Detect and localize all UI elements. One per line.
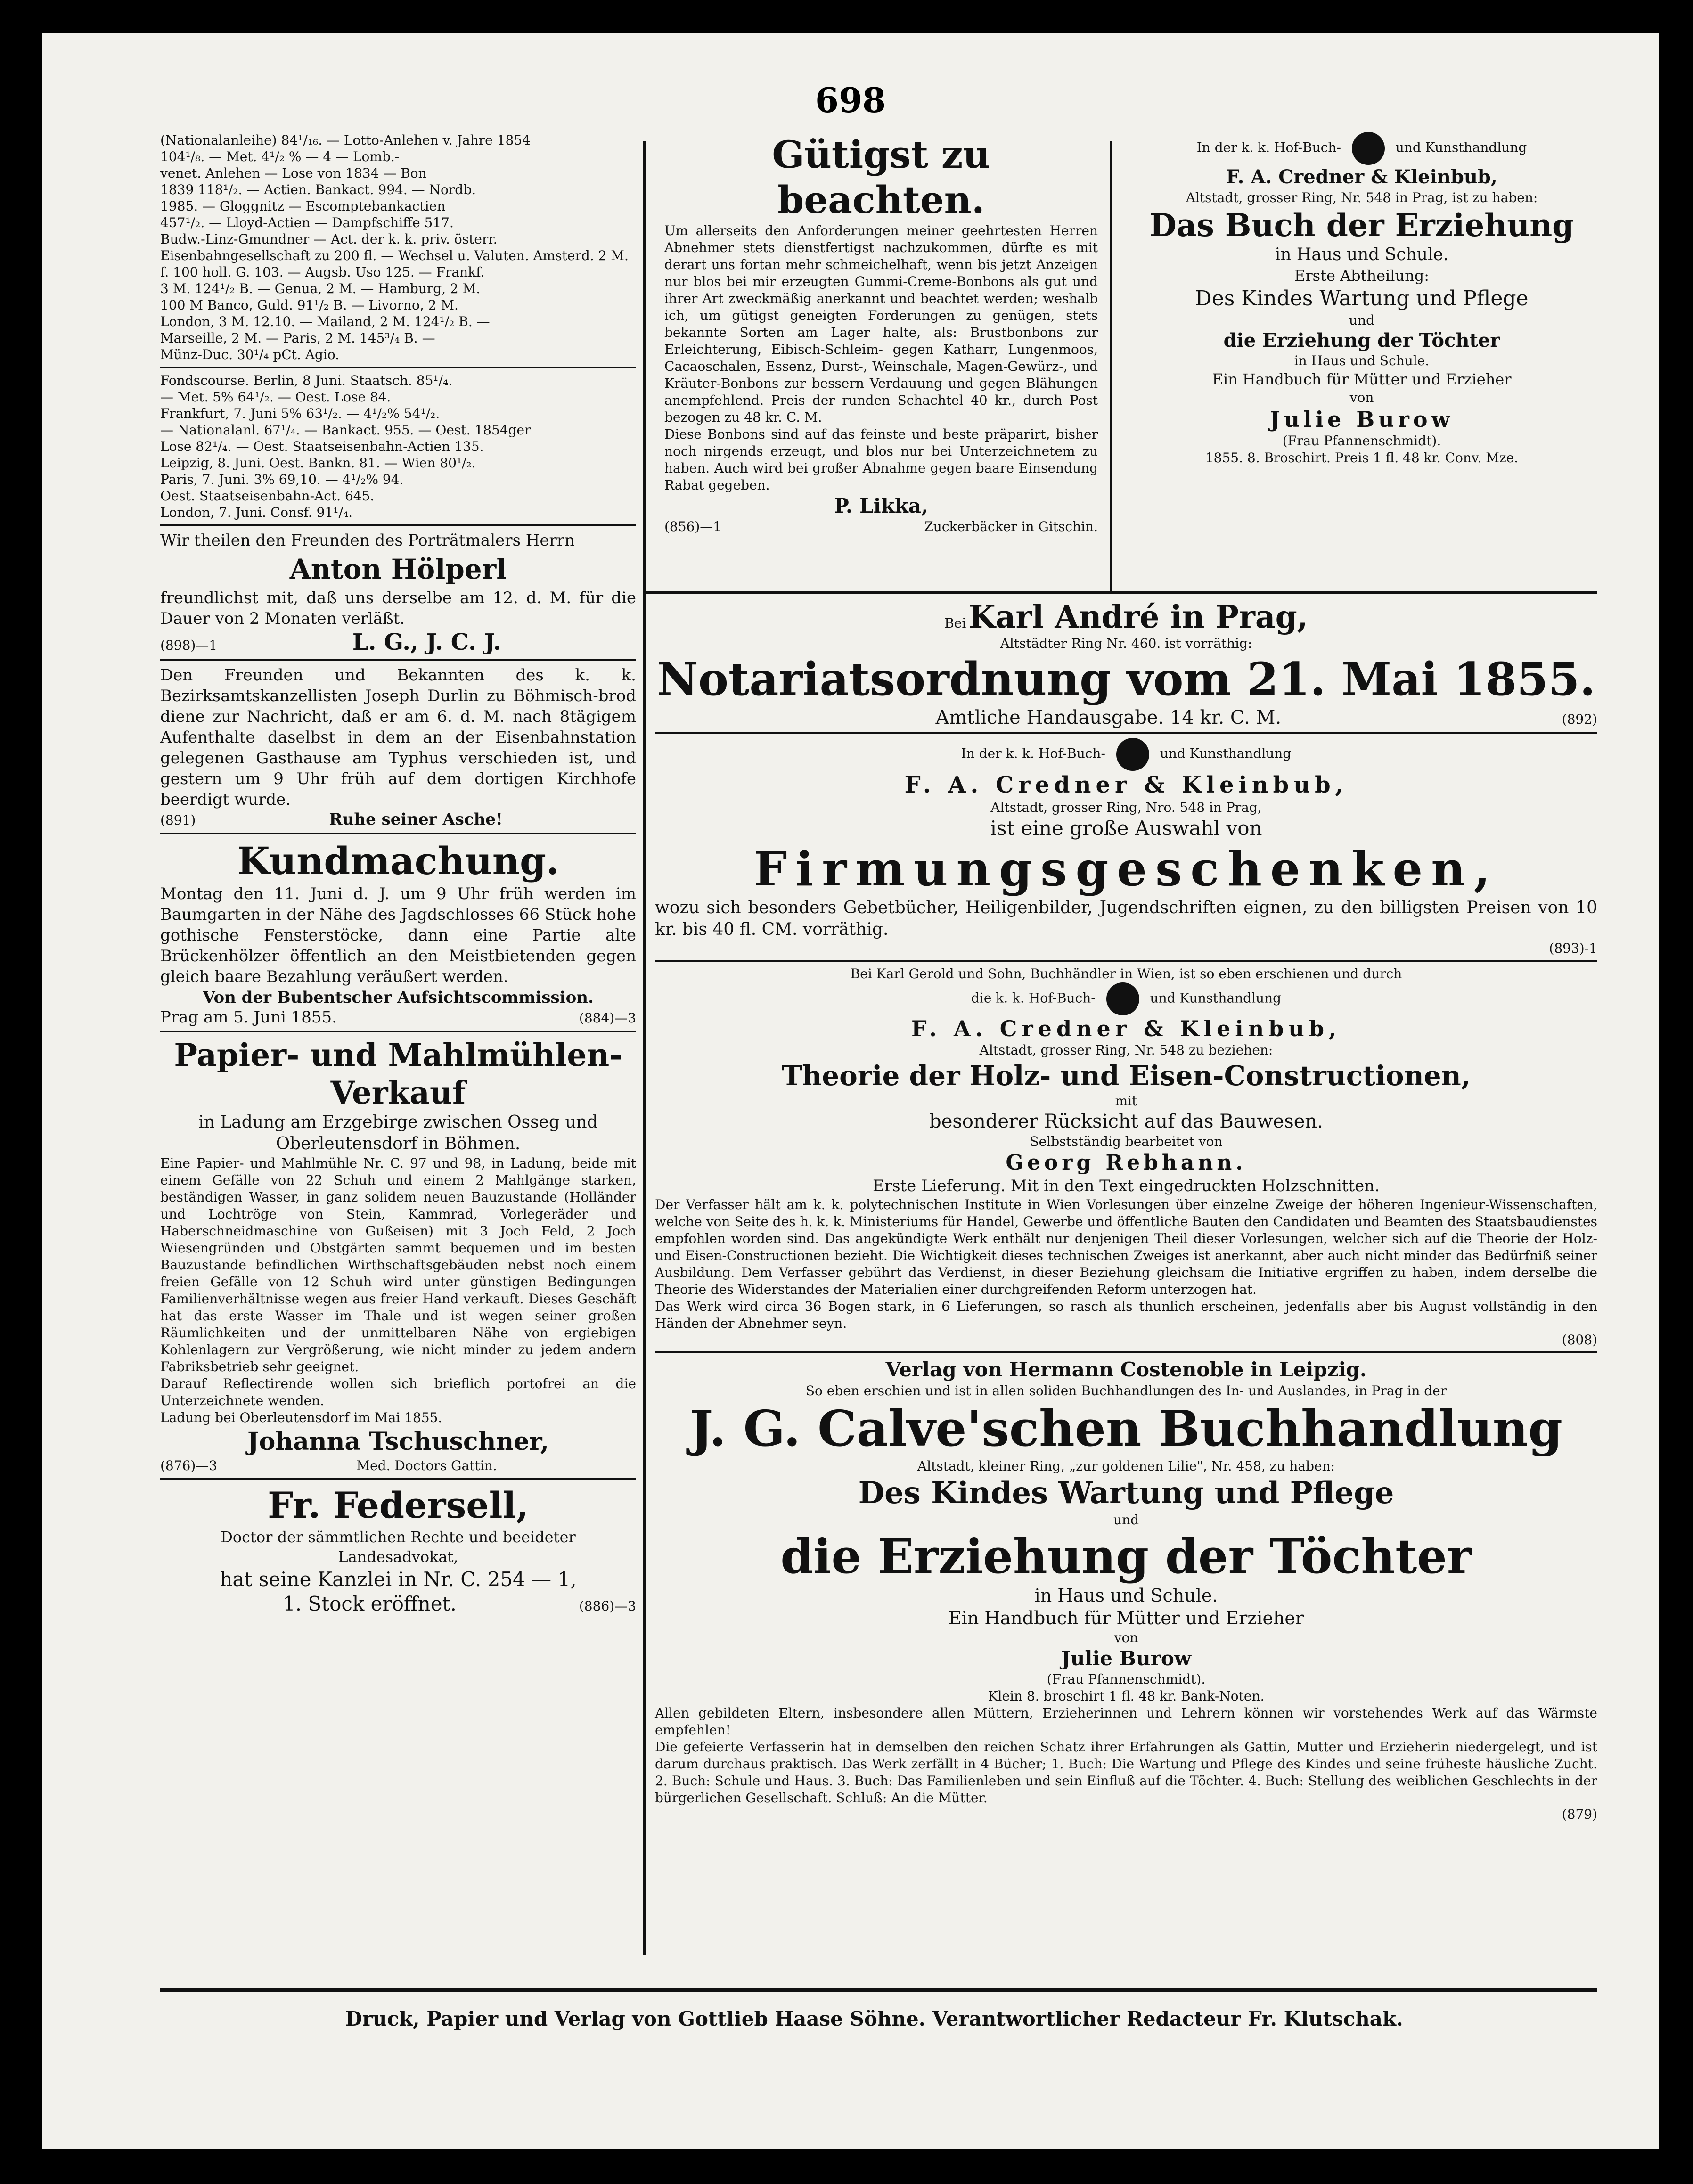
book-sub: in Haus und Schule. (1034, 1585, 1218, 1606)
finance-line: 1985. — Gloggnitz — Escomptebankactien (160, 198, 446, 214)
bookshop-intro (655, 982, 1597, 1015)
ad-text: Doctor der sämmtlichen Rechte und beeideter Landesadvokat, (221, 1528, 576, 1566)
imperial-eagle-icon (1106, 982, 1139, 1015)
ad-text: Darauf Reflectirende wollen sich brieflich portofrei an die Unterzeichnete wenden. (160, 1376, 636, 1408)
ad-title: Fr. Federsell, (268, 1484, 529, 1526)
ad-ref: (898)—1 (160, 638, 218, 653)
ad-text: Den Freunden und Bekannten des k. k. Bezirksamtskanzellisten Joseph Durlin zu Böhmisch-brod diene zur Nachricht, daß er am 6. d. M. nach 8tägigem Aufenthalte daselbst in dem an der Eisenbahnstation gelegenen Gasthause am Typhus verschieden ist, und gestern um 9 Uhr früh auf dem dortigen Kirchhofe beerdigt wurde. (160, 666, 636, 809)
book-sub: Erste Lieferung. Mit in den Text eingedruckten Holzschnitten. (873, 1177, 1380, 1195)
ad-text: Die gefeierte Verfasserin hat in demselben den reichen Schatz ihrer Erfahrungen als Gattin, Mutter und Erzieherin niedergelegt, und ist darum durchaus praktisch. Das Werk zerfällt in 4 Bücher; 1. Buch: Die Wartung und Pflege des Kindes und seine früheste häusliche Zucht. 2. Buch: Schule und Haus. 3. Buch: Das Familienleben und sein Einfluß auf die Töchter. 4. Buch: Stellung des weiblichen Geschlechts in der bürgerlichen Gesellschaft. Schluß: An die Mütter. (655, 1739, 1597, 1806)
fonds-line: Fondscourse. Berlin, 8 Juni. Staatsch. 85¹/₄. (160, 373, 453, 388)
intro-right: und Kunsthandlung (1160, 745, 1292, 761)
firm-address: Altstadt, grosser Ring, Nr. 548 in Prag, ist zu haben: (1186, 190, 1538, 205)
ad-text: Montag den 11. Juni d. J. um 9 Uhr früh werden im Baumgarten in der Nähe des Jagdschlosses 66 Stück hohe gothische Fensterstöcke, dann eine Partie alte Brückenhölzer öffentlich an den Meistbietenden gegen gleich baare Bezahlung veräußert werden. (160, 884, 636, 986)
divider (160, 659, 636, 661)
top-rule (646, 591, 1597, 594)
ad-ref: (879) (1562, 1807, 1597, 1822)
divider (655, 1351, 1597, 1353)
firm-address: Altstädter Ring Nr. 460. ist vorräthig: (1000, 636, 1252, 651)
ad-footer (655, 707, 1597, 728)
book-sub: und (1113, 1512, 1139, 1528)
ad-footer (160, 629, 636, 655)
author: Julie Burow (1061, 1647, 1191, 1670)
ad-mill-sale (160, 1036, 636, 1474)
author-alt: (Frau Pfannenschmidt). (1047, 1671, 1206, 1687)
fonds-line: Frankfurt, 7. Juni 5% 63¹/₂. — 4¹/₂% 54¹/₂. (160, 406, 440, 421)
ad-text: Diese Bonbons sind auf das feinste und beste präparirt, bisher noch nirgends erzeugt, und blos nur bei Unterzeichnetem zu haben. Auch wird bei großer Abnahme gegen baare Einsendung Rabat gegeben. (664, 426, 1098, 493)
firm-name: F. A. Credner & Kleinbub, (911, 1016, 1341, 1041)
ad-place: Prag am 5. Juni 1855. (160, 1008, 337, 1027)
book-sub: in Haus und Schule. (1275, 245, 1449, 264)
book-sub: Ein Handbuch für Mütter und Erzieher (1212, 370, 1512, 388)
ad-signature: Johanna Tschuschner, (247, 1427, 549, 1456)
divider (160, 524, 636, 526)
ad-ref: (893)-1 (1549, 941, 1597, 956)
finance-line: Marseille, 2 M. — Paris, 2 M. 145³/₄ B. — (160, 330, 435, 346)
finance-line: 1839 118¹/₂. — Actien. Bankact. 994. — Nordb. (160, 182, 476, 197)
ad-text: Das Werk wird circa 36 Bogen stark, in 6 Lieferungen, so rasch als thunlich erscheinen, jedenfalls aber bis August vollständig in den Händen der Abnehmer seyn. (655, 1299, 1597, 1331)
ad-text: freundlichst mit, daß uns derselbe am 12. d. M. für die Dauer von 2 Monaten verläßt. (160, 589, 636, 628)
author: Georg Rebhann. (1006, 1151, 1247, 1175)
ad-ref: (892) (1562, 712, 1597, 727)
book-sub: Erste Abtheilung: (1294, 267, 1429, 285)
fonds-line: Leipzig, 8. Juni. Oest. Bankn. 81. — Wien 80¹/₂. (160, 455, 476, 471)
book-sub: in Haus und Schule. (1294, 353, 1430, 368)
book-title: Theorie der Holz- und Eisen-Constructionen, (781, 1060, 1471, 1092)
ad-header: Verlag von Hermann Costenoble in Leipzig. (885, 1358, 1367, 1381)
ad-text: hat seine Kanzlei in Nr. C. 254 — 1, (220, 1568, 577, 1591)
fonds-line: Lose 82¹/₄. — Oest. Staatseisenbahn-Actien 135. (160, 439, 484, 454)
ad-role: Zuckerbäcker in Gitschin. (924, 519, 1098, 534)
ad-footer (160, 1592, 636, 1615)
book-price: 1855. 8. Broschirt. Preis 1 fl. 48 kr. Conv. Mze. (1205, 450, 1519, 466)
ad-signature: Ruhe seiner Asche! (329, 810, 503, 829)
wide-section (655, 598, 1597, 1822)
finance-line: 457¹/₂. — Lloyd-Actien — Dampfschiffe 517. (160, 215, 454, 230)
ad-role: Med. Doctors Gattin. (356, 1458, 497, 1473)
firm-address: Altstadt, grosser Ring, Nr. 548 zu beziehen: (979, 1042, 1273, 1058)
finance-line: Budw.-Linz-Gmundner — Act. der k. k. priv. österr. (160, 231, 498, 247)
ad-title: Gütigst zu beachten. (772, 132, 990, 222)
fonds-line: — Met. 5% 64¹/₂. — Oest. Lose 84. (160, 389, 391, 405)
ad-text: 1. Stock eröffnet. (283, 1592, 457, 1615)
ad-ref: (891) (160, 812, 196, 828)
book-price: Klein 8. broschirt 1 fl. 48 kr. Bank-Noten. (988, 1688, 1265, 1704)
book-sub: von (1114, 1630, 1138, 1645)
intro-left: die k. k. Hof-Buch- (971, 990, 1096, 1006)
ad-footer (160, 810, 636, 829)
ad-place: Ladung bei Oberleutensdorf im Mai 1855. (160, 1410, 442, 1425)
ad-text: ist eine große Auswahl von (990, 817, 1262, 840)
firm-address: Altstadt, grosser Ring, Nro. 548 in Prag, (990, 800, 1262, 815)
ad-ref: (876)—3 (160, 1458, 218, 1473)
ad-title: Firmungsgeschenken, (753, 841, 1499, 897)
fonds-line: Oest. Staatseisenbahn-Act. 645. (160, 488, 375, 504)
finance-line: London, 3 M. 12.10. — Mailand, 2 M. 124¹/₂ B. — (160, 314, 490, 329)
book-sub: Selbstständig bearbeitet von (1030, 1134, 1223, 1149)
intro-right: und Kunsthandlung (1395, 139, 1527, 155)
ad-text: Der Verfasser hält am k. k. polytechnischen Institute in Wien Vorlesungen über einzelne Zweige der höheren Ingenieur-Wissenschaften, welche von Seite des h. k. k. Ministeriums für Handel, Gewerbe und öffentliche Bauten den Candidaten und Beamten des Staatsbaudienstes empfohlen worden sind. Das angekündigte Werk enthält nur denjenigen Theil dieser Vorlesungen, welcher sich auf die Theorie der Holz- und Eisen-Constructionen bezieht. Die Wichtigkeit dieses technischen Zweiges ist anerkannt, aber auch nicht minder das Bedürfniß seiner Ausbildung. Dem Verfasser gebührt das Verdienst, in dieser Beziehung gleichsam die Initiative ergriffen zu haben, indem derselbe die Theorie des Widerstandes der Materialien einer durchgreifenden Reform unterzogen hat. (655, 1197, 1597, 1297)
finance-line: Eisenbahngesellschaft zu 200 fl. — Wechsel u. Valuten. Amsterd. 2 M. (160, 248, 629, 263)
divider (160, 833, 636, 834)
intro-right: und Kunsthandlung (1150, 990, 1282, 1006)
bottom-rule (160, 1988, 1597, 1992)
firm-name: F. A. Credner & Kleinbub, (904, 772, 1348, 798)
ad-header: Bei Karl Gerold und Sohn, Buchhändler in Wien, ist so eben erschienen und durch (850, 966, 1402, 982)
ad-andre (655, 598, 1597, 728)
ad-intro: Wir theilen den Freunden des Porträtmalers Herrn (160, 531, 575, 550)
column-rule-left (643, 141, 646, 1955)
right-column (1126, 132, 1597, 466)
ad-signature: P. Likka, (834, 494, 928, 517)
fonds-line: London, 7. Juni. Consf. 91¹/₄. (160, 505, 353, 520)
intro-left: In der k. k. Hof-Buch- (1196, 139, 1341, 155)
fonds-line: Paris, 7. Juni. 3% 69,10. — 4¹/₂% 94. (160, 472, 404, 487)
ad-signature: Von der Bubentscher Aufsichtscommission. (203, 988, 594, 1007)
finance-line: (Nationalanleihe) 84¹/₁₆. — Lotto-Anlehen v. Jahre 1854 (160, 132, 531, 148)
ad-federsell (160, 1484, 636, 1615)
divider (655, 960, 1597, 962)
ad-signature: L. G., J. C. J. (352, 629, 501, 655)
ad-subtitle: in Ladung am Erzgebirge zwischen Osseg und Oberleutensdorf in Böhmen. (198, 1112, 598, 1153)
middle-column (664, 132, 1098, 535)
book-sub: von (1349, 390, 1374, 405)
finance-line: 3 M. 124¹/₂ B. — Genua, 2 M. — Hamburg, 2 M. (160, 281, 481, 296)
ad-kundmachung (160, 838, 636, 1027)
fonds-line: — Nationalanl. 67¹/₄. — Bankact. 955. — Oest. 1854ger (160, 422, 531, 438)
divider (160, 1031, 636, 1032)
divider (655, 732, 1597, 734)
book-sub: die Erziehung der Töchter (1223, 329, 1500, 352)
finance-line: venet. Anlehen — Lose von 1834 — Bon (160, 165, 427, 181)
firm-address: Altstadt, kleiner Ring, „zur goldenen Lilie", Nr. 458, zu haben: (917, 1458, 1335, 1474)
ad-firmung (655, 738, 1597, 956)
book-sub: mit (1115, 1093, 1137, 1109)
ad-title: Verkauf (330, 1074, 466, 1111)
exchange-rates (160, 132, 636, 363)
left-column (160, 132, 636, 1615)
divider (160, 367, 636, 368)
ad-theorie (655, 965, 1597, 1348)
column-rule-right (1110, 141, 1112, 594)
finance-line: Münz-Duc. 30¹/₄ pCt. Agio. (160, 347, 340, 362)
book-sub: und (1349, 312, 1374, 328)
intro-left: In der k. k. Hof-Buch- (961, 745, 1105, 761)
ad-text: Um allerseits den Anforderungen meiner geehrtesten Herren Abnehmer stets dienstfertigst nachzukommen, dürfte es mit derart uns fortan mehr schmeichelhaft, wenn bis jetzt Anzeigen nur blos bei mir erzeugten Gummi-Creme-Bonbons als gut und ihrer Art zweckmäßig anerkannt und beachtet werden; weshalb ich, um gütigst geneigten Forderungen zu genügen, stets bekannte Sorten am Lager halte, als: Brustbonbons zur Erleichterung, Eibisch-Schleim- gegen Katharr, Lungenmoos, Cacaoschalen, Essenz, Durst-, Weinschale, Magen-Gewürz-, und Kräuter-Bonbons zur bessern Verdauung und gegen Blähungen anempfehlend. Preis der runden Schachtel 40 kr., durch Post bezogen zu 48 kr. C. M. (664, 223, 1098, 425)
finance-line: 100 M Banco, Guld. 91¹/₂ B. — Livorno, 2 M. (160, 297, 458, 313)
author: Julie Burow (1269, 407, 1454, 432)
imperial-eagle-icon (1352, 132, 1385, 165)
bookshop-intro (1126, 132, 1597, 165)
ad-footer (160, 1008, 636, 1027)
ad-title: Kundmachung. (237, 839, 559, 883)
finance-line: 104¹/₈. — Met. 4¹/₂ % — 4 — Lomb.- (160, 149, 400, 164)
fonds-courses (160, 372, 636, 521)
ad-title: Notariatsordnung vom 21. Mai 1855. (657, 653, 1595, 706)
ad-hoelperl (160, 530, 636, 655)
bookshop-intro (655, 738, 1597, 771)
ad-text: wozu sich besonders Gebetbücher, Heiligenbilder, Jugendschriften eignen, zu den billigsten Preisen von 10 kr. bis 40 fl. CM. vorräthig. (655, 898, 1597, 939)
andre-header (655, 598, 1597, 635)
newspaper-page (42, 33, 1659, 2149)
imprint-footer: Druck, Papier und Verlag von Gottlieb Haase Söhne. Verantwortlicher Redacteur Fr. Klutschak. (345, 2007, 1403, 2030)
book-sub: Ein Handbuch für Mütter und Erzieher (948, 1608, 1304, 1628)
andre-bei: Bei (944, 615, 966, 631)
ad-intro: So eben erschien und ist in allen soliden Buchhandlungen des In- und Auslandes, in Prag in der (805, 1383, 1447, 1399)
ad-name: Anton Hölperl (289, 553, 507, 585)
finance-line: f. 100 holl. G. 103. — Augsb. Uso 125. — Frankf. (160, 264, 485, 280)
firm-name: F. A. Credner & Kleinbub, (1226, 166, 1497, 188)
ad-footer (664, 518, 1098, 535)
firm-name: J. G. Calve'schen Buchhandlung (690, 1399, 1562, 1457)
ad-text: Eine Papier- und Mahlmühle Nr. C. 97 und 98, in Ladung, beide mit einem Gefälle von 22 Schuh und einem 2 Mahlgänge starken, beständigen Wasser, in ganz solidem neuen Bauzustande (Holländer und Lochtröge von Stein, Kammrad, Vorlegeräder und Haberschneidmaschine von Gußeisen) mit 3 Joch Feld, 2 Joch Wiesengründen und Obstgärten sammt bequemen und im besten Bauzustande befindlichen Wirthschaftsgebäuden nebst noch einem freien Gefälle von 12 Schuh wird unter günstigen Bedingungen Familienverhältnisse wegen aus freier Hand verkauft. Dieses Geschäft hat das erste Wasser im Thale und ist wegen seiner großen Räumlichkeiten und der unmittelbaren Nähe von ergiebigen Kohlenlagern zur Vergrößerung, wie nicht minder zu jedem andern Fabriksbetrieb sehr geeignet. (160, 1155, 636, 1374)
book-sub: Des Kindes Wartung und Pflege (1195, 286, 1529, 311)
book-title: die Erziehung der Töchter (780, 1529, 1472, 1584)
ad-footer (160, 1457, 636, 1474)
ad-ref: (884)—3 (579, 1010, 636, 1026)
ad-ref: (856)—1 (664, 519, 722, 534)
firm-name: Karl André in Prag, (968, 598, 1308, 635)
book-title: Des Kindes Wartung und Pflege (858, 1475, 1394, 1511)
ad-durlin (160, 665, 636, 829)
page-number: 698 (815, 80, 886, 120)
ad-subtitle: Amtliche Handausgabe. 14 kr. C. M. (935, 707, 1282, 728)
ad-text: Allen gebildeten Eltern, insbesondere allen Müttern, Erzieherinnen und Lehrern können wir vorstehendes Werk auf das Wärmste empfehlen! (655, 1705, 1597, 1738)
ad-ref: (808) (1562, 1332, 1597, 1348)
ad-title: Papier- und Mahlmühlen- (174, 1037, 622, 1073)
ad-ref: (886)—3 (579, 1598, 636, 1614)
divider (160, 1478, 636, 1480)
ad-calve (655, 1357, 1597, 1822)
book-sub: besonderer Rücksicht auf das Bauwesen. (929, 1111, 1323, 1132)
book-title: Das Buch der Erziehung (1149, 207, 1574, 244)
author-alt: (Frau Pfannenschmidt). (1282, 433, 1441, 449)
imperial-eagle-icon (1116, 738, 1149, 771)
